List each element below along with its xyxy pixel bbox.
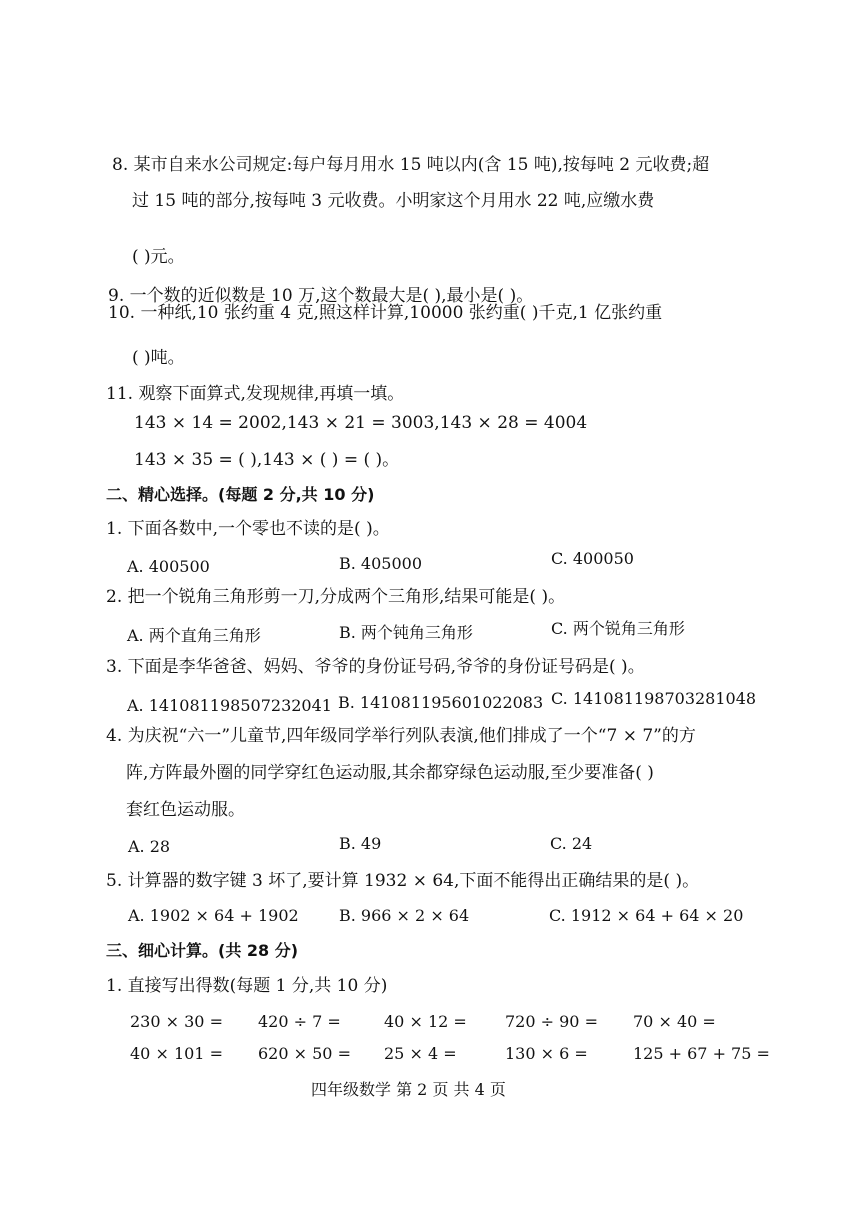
calc-r2-c4: 130 × 6 =	[505, 1044, 588, 1063]
s2-q4-option-a: A. 28	[128, 837, 171, 856]
s2-q1-option-b: B. 405000	[339, 554, 423, 573]
s2-q2-option-c: C. 两个锐角三角形	[551, 619, 685, 638]
s2-q3-stem: 3. 下面是李华爸爸、妈妈、爷爷的身份证号码,爷爷的身份证号码是( )。	[106, 657, 645, 677]
s2-q3-option-a: A. 141081198507232041	[127, 696, 332, 715]
q8-line3: ( )元。	[132, 247, 185, 267]
q8-line1: 8. 某市自来水公司规定:每户每月用水 15 吨以内(含 15 吨),按每吨 2 元收费;超	[112, 155, 710, 175]
s2-q4-stem-line1: 4. 为庆祝“六一”儿童节,四年级同学举行列队表演,他们排成了一个“7 × 7”的方	[106, 726, 696, 746]
section3-heading: 三、细心计算。(共 28 分)	[106, 941, 299, 960]
q8-line2: 过 15 吨的部分,按每吨 3 元收费。小明家这个月用水 22 吨,应缴水费	[132, 191, 655, 211]
s2-q4-option-c: C. 24	[550, 834, 593, 853]
calc-r2-c1: 40 × 101 =	[130, 1044, 223, 1063]
s2-q3-option-b: B. 141081195601022083	[338, 693, 544, 712]
q11-line1: 11. 观察下面算式,发现规律,再填一填。	[106, 384, 405, 404]
section3-sub1: 1. 直接写出得数(每题 1 分,共 10 分)	[106, 976, 388, 996]
s2-q4-option-b: B. 49	[339, 834, 382, 853]
s2-q1-option-a: A. 400500	[127, 557, 210, 576]
calc-r1-c3: 40 × 12 =	[384, 1012, 467, 1031]
s2-q3-option-c: C. 141081198703281048	[551, 689, 757, 708]
calc-r1-c5: 70 × 40 =	[633, 1012, 716, 1031]
s2-q4-stem-line3: 套红色运动服。	[126, 800, 245, 820]
calc-r2-c2: 620 × 50 =	[258, 1044, 351, 1063]
s2-q2-option-a: A. 两个直角三角形	[127, 626, 261, 645]
q10-line1: 10. 一种纸,10 张约重 4 克,照这样计算,10000 张约重( )千克,1 亿张约重	[108, 303, 663, 323]
page-footer: 四年级数学 第 2 页 共 4 页	[311, 1080, 506, 1099]
s2-q2-option-b: B. 两个钝角三角形	[339, 623, 473, 642]
calc-r2-c3: 25 × 4 =	[384, 1044, 457, 1063]
section2-heading: 二、精心选择。(每题 2 分,共 10 分)	[106, 485, 375, 504]
s2-q2-stem: 2. 把一个锐角三角形剪一刀,分成两个三角形,结果可能是( )。	[106, 587, 566, 607]
calc-r1-c1: 230 × 30 =	[130, 1012, 223, 1031]
q9-line: 9. 一个数的近似数是 10 万,这个数最大是( ),最小是( )。	[108, 286, 534, 306]
q11-line2: 143 × 14 = 2002,143 × 21 = 3003,143 × 28 = 4004	[134, 413, 588, 433]
calc-r1-c2: 420 ÷ 7 =	[258, 1012, 341, 1031]
s2-q4-stem-line2: 阵,方阵最外圈的同学穿红色运动服,其余都穿绿色运动服,至少要准备( )	[126, 763, 654, 783]
calc-r2-c5: 125 + 67 + 75 =	[633, 1044, 770, 1063]
q10-line2: ( )吨。	[132, 348, 185, 368]
s2-q5-option-a: A. 1902 × 64 + 1902	[128, 906, 299, 925]
s2-q5-option-c: C. 1912 × 64 + 64 × 20	[549, 906, 744, 925]
s2-q5-option-b: B. 966 × 2 × 64	[339, 906, 470, 925]
calc-r1-c4: 720 ÷ 90 =	[505, 1012, 598, 1031]
s2-q1-option-c: C. 400050	[551, 549, 634, 568]
s2-q1-stem: 1. 下面各数中,一个零也不读的是( )。	[106, 519, 390, 539]
q11-line3: 143 × 35 = ( ),143 × ( ) = ( )。	[134, 450, 400, 470]
s2-q5-stem: 5. 计算器的数字键 3 坏了,要计算 1932 × 64,下面不能得出正确结果的是( )。	[106, 871, 700, 891]
